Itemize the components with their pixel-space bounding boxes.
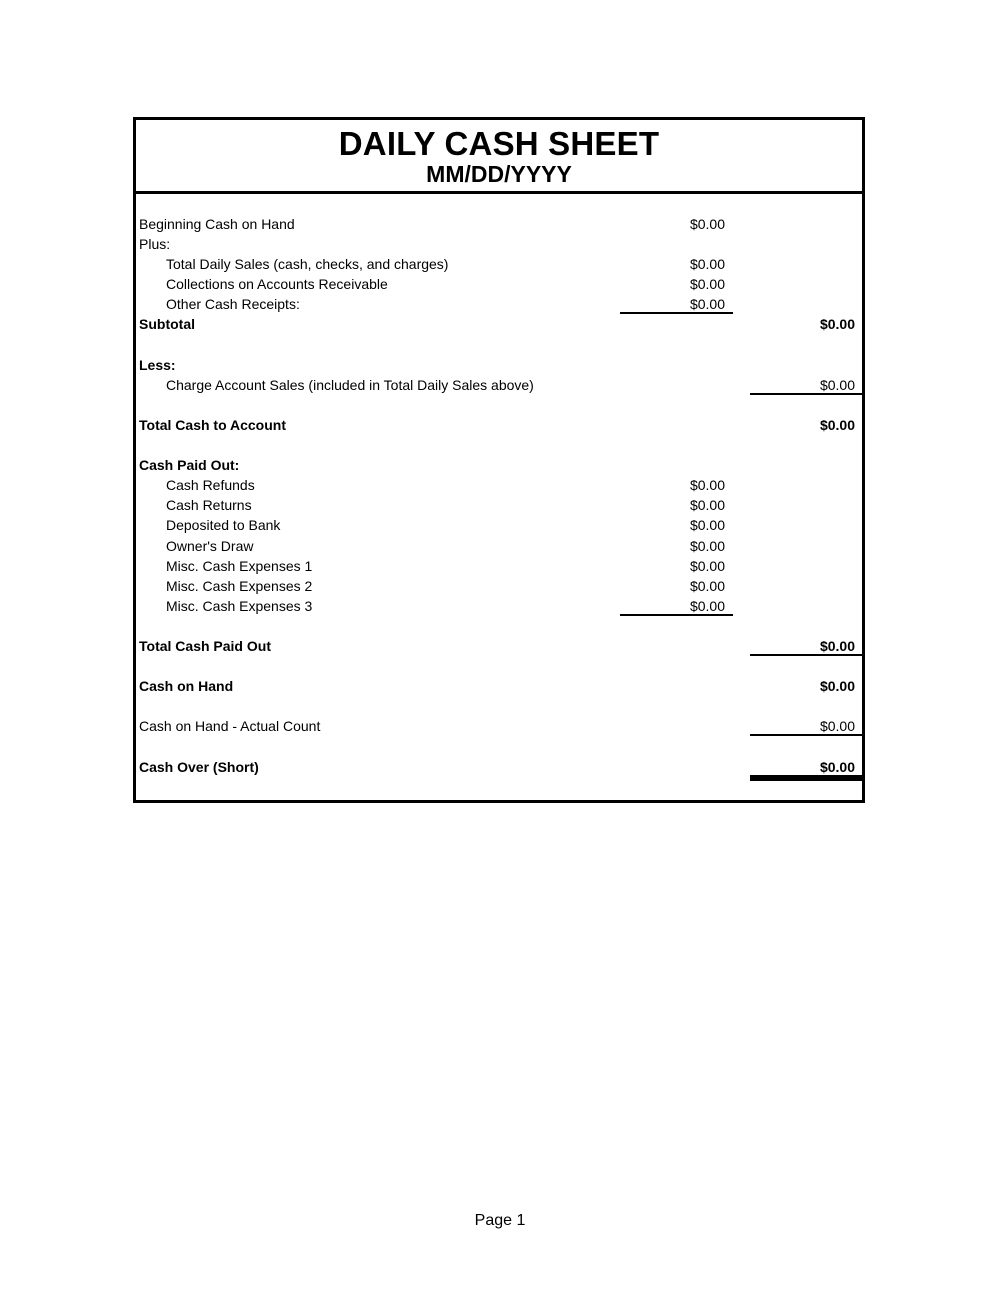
row-label: Cash Returns [166, 497, 252, 514]
sheet-row [136, 355, 862, 375]
row-label: Owner's Draw [166, 537, 254, 554]
row-value: $0.00 [689, 477, 725, 494]
row-spacer [320, 716, 750, 736]
row-spacer [139, 616, 862, 636]
blank-row [136, 736, 862, 756]
row-value: $0.00 [620, 596, 733, 616]
right-margin-spacer [733, 274, 862, 294]
sheet-body [136, 194, 862, 777]
sheet-row [136, 536, 862, 556]
blank-row [136, 656, 862, 676]
row-value: $0.00 [689, 577, 725, 594]
row-value: $0.00 [819, 678, 855, 695]
right-margin-spacer [733, 576, 862, 596]
row-spacer [295, 214, 620, 234]
row-label: Collections on Accounts Receivable [166, 276, 388, 293]
sheet-row [136, 415, 862, 435]
row-label: Total Cash to Account [139, 416, 286, 433]
sheet-row [136, 214, 862, 234]
sheet-row [136, 636, 862, 656]
right-margin-spacer [733, 556, 862, 576]
blank-row [136, 616, 862, 636]
row-spacer [252, 495, 620, 515]
right-margin-spacer [733, 495, 862, 515]
row-value: $0.00 [750, 375, 862, 395]
row-spacer [170, 234, 862, 254]
sheet-row [136, 716, 862, 736]
right-margin-spacer [733, 214, 862, 234]
sheet-row [136, 596, 862, 616]
row-spacer [176, 355, 862, 375]
row-spacer [139, 736, 862, 756]
row-spacer [239, 455, 862, 475]
row-spacer [139, 696, 862, 716]
row-value: $0.00 [689, 497, 725, 514]
sheet-title: DAILY CASH SHEET [338, 125, 660, 162]
right-margin-spacer [733, 475, 862, 495]
row-spacer [255, 475, 620, 495]
row-spacer [139, 335, 862, 355]
blank-row [136, 696, 862, 716]
right-margin-spacer [733, 254, 862, 274]
right-margin-spacer [733, 515, 862, 535]
row-spacer [312, 556, 620, 576]
row-spacer [195, 314, 750, 334]
row-spacer [271, 636, 750, 656]
row-value: $0.00 [689, 276, 725, 293]
sheet-row [136, 757, 862, 777]
row-spacer [312, 596, 620, 616]
row-label: Deposited to Bank [166, 517, 281, 534]
row-value: $0.00 [750, 636, 862, 656]
sheet-row [136, 274, 862, 294]
row-label: Misc. Cash Expenses 2 [166, 577, 313, 594]
row-spacer [388, 274, 620, 294]
row-label: Misc. Cash Expenses 1 [166, 557, 313, 574]
row-value: $0.00 [689, 517, 725, 534]
right-margin-spacer [733, 596, 862, 616]
blank-row [136, 435, 862, 455]
row-spacer [259, 757, 750, 777]
row-label: Cash on Hand - Actual Count [139, 718, 321, 735]
row-label: Subtotal [139, 316, 195, 333]
row-spacer [253, 536, 620, 556]
row-label: Charge Account Sales (included in Total Daily Sales above) [166, 376, 534, 393]
row-value: $0.00 [689, 537, 725, 554]
row-spacer [233, 676, 750, 696]
sheet-row [136, 556, 862, 576]
row-label: Less: [139, 356, 176, 373]
row-spacer [448, 254, 620, 274]
row-label: Total Daily Sales (cash, checks, and charges) [166, 256, 449, 273]
page-number: Page 1 [474, 1212, 526, 1229]
sheet-row [136, 495, 862, 515]
row-value: $0.00 [819, 416, 855, 433]
right-margin-spacer [733, 294, 862, 314]
row-spacer [534, 375, 750, 395]
row-value: $0.00 [689, 216, 725, 232]
row-spacer [300, 294, 620, 314]
sheet-row [136, 314, 862, 334]
row-spacer [139, 656, 862, 676]
right-margin-spacer [733, 536, 862, 556]
sheet-row [136, 676, 862, 696]
row-label: Beginning Cash on Hand [139, 216, 295, 232]
row-spacer [280, 515, 620, 535]
row-spacer [286, 415, 750, 435]
row-label: Misc. Cash Expenses 3 [166, 597, 313, 614]
daily-cash-sheet [133, 117, 865, 803]
sheet-row [136, 576, 862, 596]
row-label: Cash Refunds [166, 477, 255, 494]
row-value: $0.00 [819, 316, 855, 333]
sheet-row [136, 455, 862, 475]
row-label: Other Cash Receipts: [166, 296, 300, 313]
row-value: $0.00 [689, 256, 725, 273]
sheet-row [136, 515, 862, 535]
row-label: Total Cash Paid Out [139, 637, 271, 654]
row-spacer [312, 576, 620, 596]
blank-row [136, 395, 862, 415]
sheet-date: MM/DD/YYYY [426, 161, 572, 187]
blank-row [136, 335, 862, 355]
row-label: Cash Over (Short) [139, 758, 259, 775]
row-value: $0.00 [689, 557, 725, 574]
row-value: $0.00 [750, 716, 862, 736]
sheet-row [136, 234, 862, 254]
row-spacer [139, 435, 862, 455]
row-value: $0.00 [620, 294, 733, 314]
sheet-row [136, 375, 862, 395]
row-value: $0.00 [750, 757, 862, 777]
sheet-row [136, 254, 862, 274]
row-label: Cash Paid Out: [139, 457, 240, 474]
sheet-row [136, 475, 862, 495]
row-spacer [139, 395, 862, 415]
row-label: Cash on Hand [139, 678, 234, 695]
row-label: Plus: [139, 236, 171, 253]
sheet-row [136, 294, 862, 314]
sheet-header [136, 120, 862, 194]
